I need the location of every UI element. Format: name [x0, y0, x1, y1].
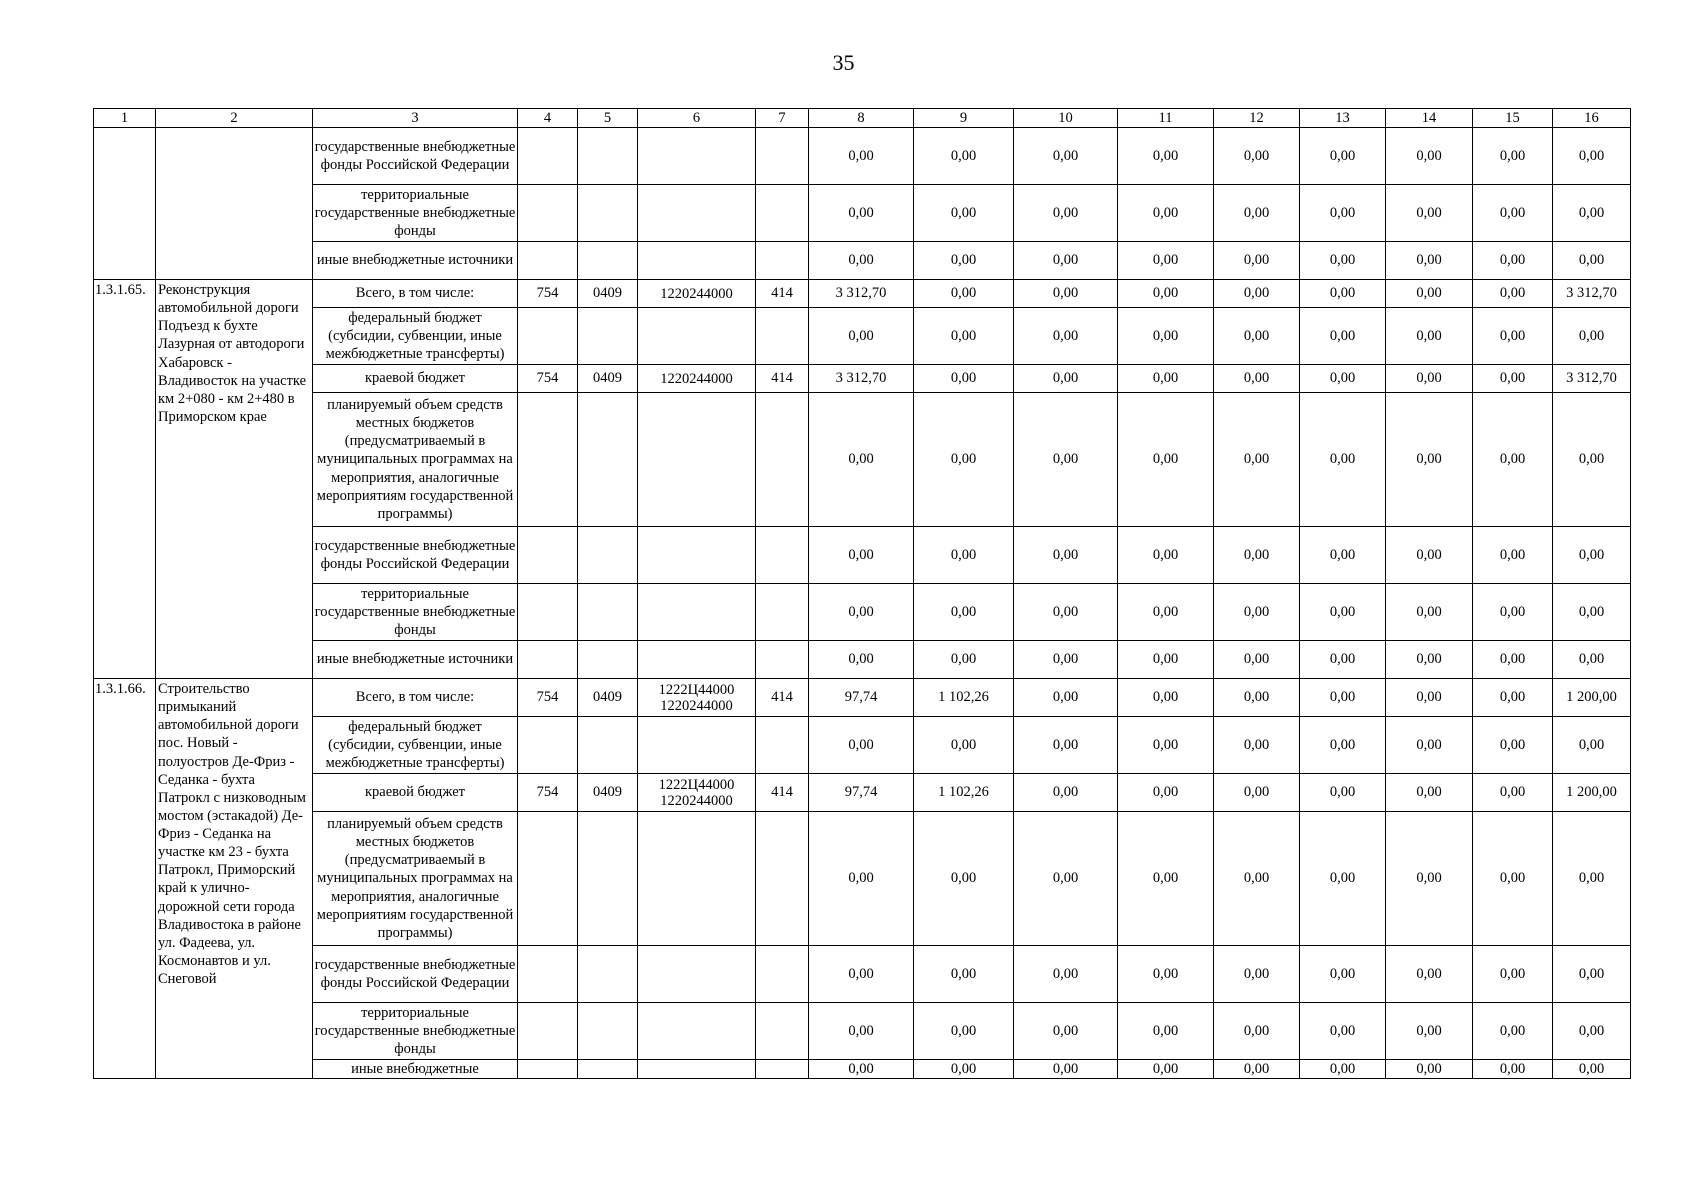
table-row [94, 308, 1631, 365]
amount-cell: 0,00 [809, 527, 914, 584]
amount-cell: 0,00 [1553, 185, 1631, 242]
amount-cell: 0,00 [1473, 242, 1553, 280]
page-number: 35 [832, 50, 855, 75]
amount-cell: 0,00 [1214, 1003, 1300, 1060]
amount-cell: 0,00 [914, 584, 1014, 641]
amount-cell: 0,00 [1214, 717, 1300, 774]
amount-cell: 0,00 [1014, 584, 1118, 641]
amount-cell: 0,00 [1386, 812, 1473, 946]
budget-code-c6 [638, 717, 756, 774]
amount-cell: 0,00 [1214, 308, 1300, 365]
amount-cell: 0,00 [914, 812, 1014, 946]
amount-cell: 0,00 [1386, 679, 1473, 717]
amount-cell: 0,00 [1553, 584, 1631, 641]
funding-source: краевой бюджет [313, 365, 518, 393]
column-number-header: 4 [518, 109, 578, 128]
budget-code-c5 [578, 641, 638, 679]
amount-cell: 0,00 [1553, 242, 1631, 280]
amount-cell: 0,00 [1386, 946, 1473, 1003]
amount-cell: 0,00 [914, 946, 1014, 1003]
amount-cell: 0,00 [809, 641, 914, 679]
table-row [94, 185, 1631, 242]
amount-cell: 0,00 [1118, 812, 1214, 946]
budget-code-c5 [578, 128, 638, 185]
amount-cell: 0,00 [1553, 812, 1631, 946]
budget-code-c4: 754 [518, 280, 578, 308]
amount-cell: 0,00 [1386, 717, 1473, 774]
amount-cell: 0,00 [1386, 242, 1473, 280]
amount-cell: 0,00 [1386, 393, 1473, 527]
budget-code-c6: 1220244000 [638, 365, 756, 393]
amount-cell: 0,00 [1118, 527, 1214, 584]
amount-cell: 0,00 [1118, 641, 1214, 679]
amount-cell: 0,00 [1386, 280, 1473, 308]
table-row [94, 1003, 1631, 1060]
amount-cell: 0,00 [1473, 1060, 1553, 1079]
budget-code-c4 [518, 946, 578, 1003]
amount-cell: 0,00 [809, 946, 914, 1003]
amount-cell: 0,00 [809, 185, 914, 242]
budget-code-c7 [756, 393, 809, 527]
amount-cell: 0,00 [1300, 717, 1386, 774]
budget-code-c6: 1222Ц44000 1220244000 [638, 774, 756, 812]
amount-cell: 0,00 [809, 584, 914, 641]
table-row [94, 679, 1631, 717]
table-row [94, 717, 1631, 774]
column-number-header: 11 [1118, 109, 1214, 128]
budget-code-c5: 0409 [578, 679, 638, 717]
amount-cell: 0,00 [1014, 641, 1118, 679]
amount-cell: 0,00 [1386, 584, 1473, 641]
amount-cell: 0,00 [1386, 365, 1473, 393]
table-row [94, 393, 1631, 527]
budget-code-c4 [518, 717, 578, 774]
amount-cell: 0,00 [1014, 308, 1118, 365]
amount-cell: 0,00 [1014, 717, 1118, 774]
amount-cell: 0,00 [809, 308, 914, 365]
amount-cell: 0,00 [1386, 308, 1473, 365]
table-row [94, 641, 1631, 679]
amount-cell: 1 200,00 [1553, 679, 1631, 717]
budget-code-c7: 414 [756, 774, 809, 812]
amount-cell: 0,00 [1014, 365, 1118, 393]
amount-cell: 0,00 [1118, 365, 1214, 393]
amount-cell: 3 312,70 [809, 365, 914, 393]
amount-cell: 0,00 [914, 527, 1014, 584]
table-row [94, 242, 1631, 280]
amount-cell: 0,00 [1300, 393, 1386, 527]
budget-code-c6: 1220244000 [638, 280, 756, 308]
amount-cell: 3 312,70 [809, 280, 914, 308]
amount-cell: 0,00 [809, 717, 914, 774]
amount-cell: 0,00 [1118, 308, 1214, 365]
amount-cell: 0,00 [1300, 679, 1386, 717]
amount-cell: 0,00 [914, 280, 1014, 308]
amount-cell: 0,00 [1300, 641, 1386, 679]
budget-code-c6 [638, 1060, 756, 1079]
budget-code-c7 [756, 641, 809, 679]
amount-cell: 0,00 [1014, 280, 1118, 308]
column-number-header: 15 [1473, 109, 1553, 128]
amount-cell: 0,00 [914, 128, 1014, 185]
amount-cell: 0,00 [914, 365, 1014, 393]
amount-cell: 0,00 [1118, 242, 1214, 280]
amount-cell: 0,00 [1300, 128, 1386, 185]
amount-cell: 0,00 [1214, 774, 1300, 812]
amount-cell: 0,00 [1214, 365, 1300, 393]
budget-code-c7 [756, 1060, 809, 1079]
amount-cell: 0,00 [1473, 393, 1553, 527]
budget-code-c5: 0409 [578, 365, 638, 393]
budget-code-c4 [518, 1060, 578, 1079]
amount-cell: 0,00 [1473, 280, 1553, 308]
funding-source: Всего, в том числе: [313, 280, 518, 308]
budget-code-c7 [756, 812, 809, 946]
table-row [94, 527, 1631, 584]
amount-cell: 0,00 [1553, 1060, 1631, 1079]
amount-cell: 97,74 [809, 679, 914, 717]
column-number-header: 3 [313, 109, 518, 128]
amount-cell: 0,00 [1473, 1003, 1553, 1060]
item-name: Строительство примыканий автомобильной дороги пос. Новый - полуостров Де-Фриз - Седанка - бухта Патрокл с низководным мостом (эстакадой) Де-Фриз - Седанка на участке км 23 - бухта Патрокл, Приморский край к улично-дорожной сети города Владивостока в районе ул. Фадеева, ул. Космонавтов и ул. Снеговой [156, 679, 313, 1079]
amount-cell: 0,00 [1118, 280, 1214, 308]
amount-cell: 0,00 [1214, 393, 1300, 527]
budget-code-c4: 754 [518, 679, 578, 717]
budget-code-c4 [518, 242, 578, 280]
budget-code-c5 [578, 185, 638, 242]
column-number-header: 6 [638, 109, 756, 128]
amount-cell: 0,00 [809, 1003, 914, 1060]
budget-code-c4 [518, 393, 578, 527]
column-number-header: 2 [156, 109, 313, 128]
amount-cell: 0,00 [1386, 1060, 1473, 1079]
amount-cell: 0,00 [914, 242, 1014, 280]
budget-code-c6: 1222Ц44000 1220244000 [638, 679, 756, 717]
budget-code-c5 [578, 1003, 638, 1060]
funding-source: территориальные государственные внебюджетные фонды [313, 1003, 518, 1060]
funding-source: территориальные государственные внебюджетные фонды [313, 584, 518, 641]
amount-cell: 0,00 [914, 308, 1014, 365]
amount-cell: 0,00 [1473, 717, 1553, 774]
funding-source: планируемый объем средств местных бюджетов (предусматриваемый в муниципальных программах на мероприятия, аналогичные мероприятиям государственной программы) [313, 812, 518, 946]
budget-code-c5 [578, 308, 638, 365]
amount-cell: 0,00 [1553, 717, 1631, 774]
amount-cell: 0,00 [1300, 527, 1386, 584]
amount-cell: 0,00 [809, 128, 914, 185]
amount-cell: 0,00 [1118, 717, 1214, 774]
budget-code-c5 [578, 242, 638, 280]
column-number-header: 9 [914, 109, 1014, 128]
amount-cell: 0,00 [1300, 774, 1386, 812]
budget-code-c4 [518, 641, 578, 679]
budget-table [93, 108, 1631, 1079]
budget-code-c6 [638, 308, 756, 365]
column-number-header: 7 [756, 109, 809, 128]
amount-cell: 0,00 [1118, 584, 1214, 641]
amount-cell: 0,00 [1473, 308, 1553, 365]
table-body [94, 109, 1631, 1079]
amount-cell: 0,00 [1014, 527, 1118, 584]
column-number-header: 8 [809, 109, 914, 128]
amount-cell: 0,00 [914, 717, 1014, 774]
amount-cell: 0,00 [1473, 679, 1553, 717]
budget-code-c5: 0409 [578, 774, 638, 812]
amount-cell: 0,00 [1214, 527, 1300, 584]
amount-cell: 0,00 [1386, 185, 1473, 242]
amount-cell: 0,00 [1214, 641, 1300, 679]
amount-cell: 0,00 [1553, 527, 1631, 584]
budget-code-c7: 414 [756, 365, 809, 393]
amount-cell: 3 312,70 [1553, 365, 1631, 393]
amount-cell: 3 312,70 [1553, 280, 1631, 308]
budget-code-c4: 754 [518, 365, 578, 393]
amount-cell: 0,00 [1300, 812, 1386, 946]
amount-cell: 0,00 [1386, 128, 1473, 185]
amount-cell: 0,00 [1553, 946, 1631, 1003]
amount-cell: 0,00 [914, 185, 1014, 242]
amount-cell: 0,00 [1473, 128, 1553, 185]
table-row [94, 280, 1631, 308]
table-row [94, 946, 1631, 1003]
budget-code-c4: 754 [518, 774, 578, 812]
amount-cell: 0,00 [1014, 242, 1118, 280]
budget-code-c7: 414 [756, 280, 809, 308]
budget-code-c7 [756, 185, 809, 242]
funding-source: государственные внебюджетные фонды Российской Федерации [313, 946, 518, 1003]
funding-source: иные внебюджетные источники [313, 242, 518, 280]
amount-cell: 0,00 [1386, 774, 1473, 812]
budget-code-c7 [756, 1003, 809, 1060]
amount-cell: 0,00 [1014, 812, 1118, 946]
amount-cell: 0,00 [1473, 774, 1553, 812]
funding-source: иные внебюджетные [313, 1060, 518, 1079]
budget-code-c4 [518, 308, 578, 365]
column-number-header: 14 [1386, 109, 1473, 128]
table-row [94, 774, 1631, 812]
amount-cell: 0,00 [1118, 1003, 1214, 1060]
amount-cell: 0,00 [1300, 1060, 1386, 1079]
amount-cell: 0,00 [809, 393, 914, 527]
amount-cell: 0,00 [809, 1060, 914, 1079]
amount-cell: 0,00 [809, 242, 914, 280]
amount-cell: 0,00 [1300, 365, 1386, 393]
amount-cell: 0,00 [1118, 393, 1214, 527]
amount-cell: 0,00 [1014, 185, 1118, 242]
budget-code-c4 [518, 527, 578, 584]
budget-code-c4 [518, 812, 578, 946]
amount-cell: 0,00 [1118, 679, 1214, 717]
item-name: Реконструкция автомобильной дороги Подъезд к бухте Лазурная от автодороги Хабаровск - Владивосток на участке км 2+080 - км 2+480 в Приморском крае [156, 280, 313, 679]
amount-cell: 0,00 [1118, 185, 1214, 242]
budget-code-c7 [756, 717, 809, 774]
amount-cell: 0,00 [1118, 1060, 1214, 1079]
budget-code-c7 [756, 128, 809, 185]
budget-code-c6 [638, 527, 756, 584]
amount-cell: 0,00 [1214, 128, 1300, 185]
column-number-header: 5 [578, 109, 638, 128]
budget-code-c6 [638, 393, 756, 527]
amount-cell: 0,00 [1300, 946, 1386, 1003]
amount-cell: 0,00 [1386, 641, 1473, 679]
budget-code-c4 [518, 128, 578, 185]
amount-cell: 0,00 [809, 812, 914, 946]
amount-cell: 0,00 [1553, 641, 1631, 679]
amount-cell: 0,00 [1214, 946, 1300, 1003]
amount-cell: 0,00 [914, 1003, 1014, 1060]
column-number-row [94, 109, 1631, 128]
column-number-header: 13 [1300, 109, 1386, 128]
budget-code-c7: 414 [756, 679, 809, 717]
amount-cell: 0,00 [1473, 365, 1553, 393]
amount-cell: 0,00 [1014, 1003, 1118, 1060]
budget-code-c4 [518, 185, 578, 242]
amount-cell: 0,00 [1014, 1060, 1118, 1079]
amount-cell: 0,00 [1014, 946, 1118, 1003]
amount-cell: 0,00 [1014, 128, 1118, 185]
amount-cell: 0,00 [1300, 242, 1386, 280]
amount-cell: 0,00 [1553, 308, 1631, 365]
amount-cell: 0,00 [1300, 584, 1386, 641]
budget-code-c5 [578, 1060, 638, 1079]
budget-code-c6 [638, 242, 756, 280]
amount-cell: 0,00 [1300, 1003, 1386, 1060]
budget-code-c5 [578, 717, 638, 774]
amount-cell: 0,00 [1214, 242, 1300, 280]
amount-cell: 1 200,00 [1553, 774, 1631, 812]
amount-cell: 0,00 [914, 1060, 1014, 1079]
amount-cell: 0,00 [1118, 946, 1214, 1003]
amount-cell: 0,00 [1214, 185, 1300, 242]
budget-code-c7 [756, 527, 809, 584]
amount-cell: 0,00 [1214, 812, 1300, 946]
column-number-header: 10 [1014, 109, 1118, 128]
budget-code-c6 [638, 584, 756, 641]
amount-cell: 0,00 [914, 393, 1014, 527]
amount-cell: 0,00 [1214, 280, 1300, 308]
amount-cell: 97,74 [809, 774, 914, 812]
budget-code-c6 [638, 128, 756, 185]
amount-cell: 0,00 [1473, 527, 1553, 584]
amount-cell: 0,00 [914, 641, 1014, 679]
funding-source: Всего, в том числе: [313, 679, 518, 717]
funding-source: федеральный бюджет (субсидии, субвенции, иные межбюджетные трансферты) [313, 717, 518, 774]
item-code: 1.3.1.65. [94, 280, 156, 679]
table-row [94, 812, 1631, 946]
amount-cell: 0,00 [1118, 774, 1214, 812]
amount-cell: 0,00 [1014, 774, 1118, 812]
amount-cell: 0,00 [1473, 812, 1553, 946]
amount-cell: 1 102,26 [914, 774, 1014, 812]
budget-code-c4 [518, 584, 578, 641]
funding-source: иные внебюджетные источники [313, 641, 518, 679]
funding-source: планируемый объем средств местных бюджетов (предусматриваемый в муниципальных программах на мероприятия, аналогичные мероприятиям государственной программы) [313, 393, 518, 527]
amount-cell: 0,00 [1214, 584, 1300, 641]
amount-cell: 0,00 [1014, 679, 1118, 717]
column-number-header: 16 [1553, 109, 1631, 128]
amount-cell: 0,00 [1300, 308, 1386, 365]
amount-cell: 0,00 [1473, 641, 1553, 679]
amount-cell: 0,00 [1214, 1060, 1300, 1079]
budget-code-c6 [638, 641, 756, 679]
budget-code-c5 [578, 527, 638, 584]
budget-code-c5 [578, 393, 638, 527]
amount-cell: 0,00 [1300, 280, 1386, 308]
budget-code-c6 [638, 946, 756, 1003]
table-row [94, 584, 1631, 641]
budget-code-c5 [578, 584, 638, 641]
amount-cell: 0,00 [1300, 185, 1386, 242]
amount-cell: 0,00 [1386, 527, 1473, 584]
budget-code-c6 [638, 185, 756, 242]
budget-code-c5: 0409 [578, 280, 638, 308]
amount-cell: 0,00 [1553, 1003, 1631, 1060]
item-name [156, 128, 313, 280]
funding-source: территориальные государственные внебюджетные фонды [313, 185, 518, 242]
item-code [94, 128, 156, 280]
budget-code-c6 [638, 812, 756, 946]
amount-cell: 0,00 [1386, 1003, 1473, 1060]
amount-cell: 0,00 [1473, 185, 1553, 242]
budget-code-c5 [578, 812, 638, 946]
budget-code-c5 [578, 946, 638, 1003]
table-row [94, 128, 1631, 185]
budget-code-c7 [756, 242, 809, 280]
item-code: 1.3.1.66. [94, 679, 156, 1079]
budget-code-c7 [756, 584, 809, 641]
budget-code-c6 [638, 1003, 756, 1060]
column-number-header: 1 [94, 109, 156, 128]
table-row [94, 1060, 1631, 1079]
amount-cell: 0,00 [1118, 128, 1214, 185]
amount-cell: 0,00 [1214, 679, 1300, 717]
amount-cell: 1 102,26 [914, 679, 1014, 717]
budget-code-c7 [756, 308, 809, 365]
amount-cell: 0,00 [1473, 946, 1553, 1003]
budget-code-c7 [756, 946, 809, 1003]
column-number-header: 12 [1214, 109, 1300, 128]
amount-cell: 0,00 [1553, 128, 1631, 185]
budget-code-c4 [518, 1003, 578, 1060]
funding-source: государственные внебюджетные фонды Российской Федерации [313, 527, 518, 584]
table-row [94, 365, 1631, 393]
funding-source: краевой бюджет [313, 774, 518, 812]
funding-source: федеральный бюджет (субсидии, субвенции, иные межбюджетные трансферты) [313, 308, 518, 365]
funding-source: государственные внебюджетные фонды Российской Федерации [313, 128, 518, 185]
amount-cell: 0,00 [1553, 393, 1631, 527]
amount-cell: 0,00 [1473, 584, 1553, 641]
amount-cell: 0,00 [1014, 393, 1118, 527]
